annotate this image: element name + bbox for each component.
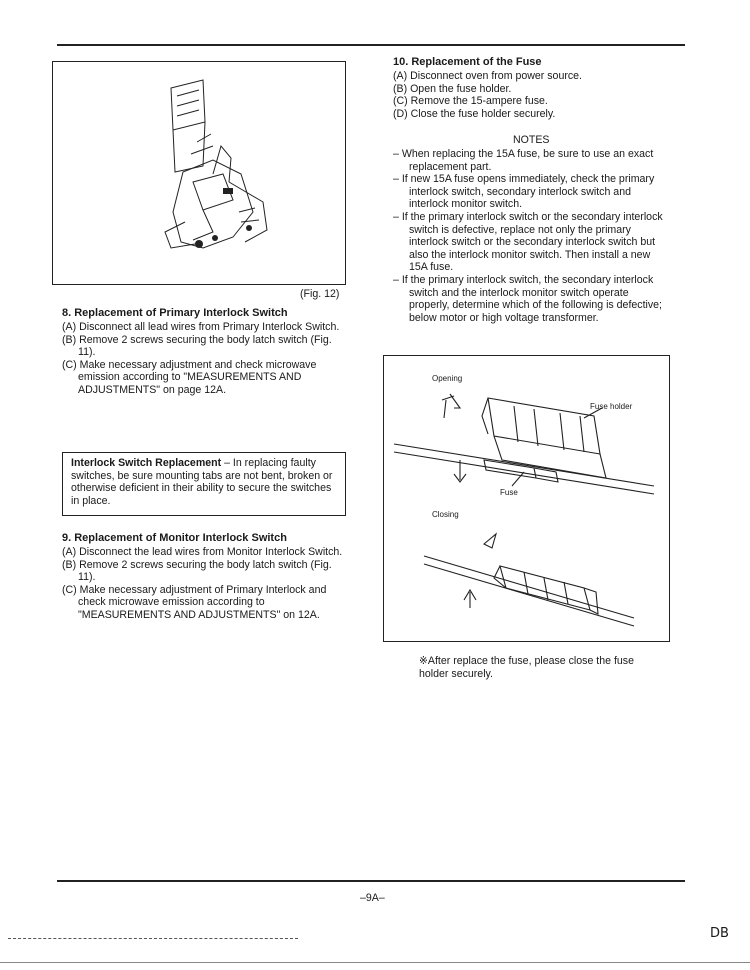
list-item: (A) Disconnect oven from power source. bbox=[393, 70, 582, 82]
corner-mark: DB bbox=[710, 926, 729, 941]
notes-list bbox=[393, 148, 669, 324]
note-bold-lead: Interlock Switch Replacement bbox=[71, 457, 222, 469]
scan-dashed-line bbox=[8, 938, 298, 939]
page-number: –9A– bbox=[360, 892, 385, 904]
list-item: – When replacing the 15A fuse, be sure to use an exact replacement part. bbox=[393, 148, 654, 173]
scan-bottom-line bbox=[0, 962, 750, 963]
fig12-caption: (Fig. 12) bbox=[300, 288, 340, 300]
section-8-title: 8. Replacement of Primary Interlock Switch bbox=[62, 307, 288, 319]
section-10-title: 10. Replacement of the Fuse bbox=[393, 56, 542, 68]
fuse-holder-illustration bbox=[384, 356, 669, 641]
list-item: – If new 15A fuse opens immediately, check the primary interlock switch, secondary interlock switch and interlock monitor switch. bbox=[393, 173, 655, 211]
section-9-title: 9. Replacement of Monitor Interlock Switch bbox=[62, 532, 287, 544]
list-item: (C) Remove the 15-ampere fuse. bbox=[393, 95, 548, 108]
fuse-label: Fuse bbox=[500, 488, 518, 497]
interlock-switch-illustration bbox=[53, 62, 345, 284]
section-8-steps bbox=[62, 321, 344, 397]
list-item: (B) Remove 2 screws securing the body latch switch (Fig. 11). bbox=[62, 333, 332, 359]
top-rule bbox=[57, 44, 685, 46]
after-replace-note: ※After replace the fuse, please close the fuse holder securely. bbox=[419, 655, 634, 680]
list-item: (A) Disconnect the lead wires from Monitor Interlock Switch. bbox=[62, 546, 343, 558]
list-item: (B) Open the fuse holder. bbox=[393, 82, 512, 95]
list-item: (C) Make necessary adjustment of Primary Interlock and check microwave emission according to "MEASUREMENTS AND ADJUSTMENTS" on 12A. bbox=[62, 583, 327, 621]
fuse-holder-label: Fuse holder bbox=[590, 402, 633, 411]
list-item: (A) Disconnect all lead wires from Primary Interlock Switch. bbox=[62, 321, 340, 333]
interlock-replacement-note bbox=[62, 452, 346, 516]
opening-label: Opening bbox=[432, 374, 463, 383]
list-item: – If the primary interlock switch or the secondary interlock switch is defective, replace not only the primary interlock switch or the secondary interlock switch but also the interlock monitor switch. Then install a new 15A fuse. bbox=[393, 210, 663, 274]
fuse-holder-figure bbox=[383, 355, 670, 642]
list-item: (C) Make necessary adjustment and check microwave emission according to "MEASUREMENTS AND ADJUSTMENTS" on page 12A. bbox=[62, 358, 317, 396]
note-body: – In replacing faulty switches, be sure mounting tabs are not bent, broken or otherwise deficient in their ability to secure the switches in place. bbox=[71, 457, 333, 507]
list-item: (B) Remove 2 screws securing the body latch switch (Fig. 11). bbox=[62, 558, 332, 584]
figure-12-box bbox=[52, 61, 346, 285]
section-10-steps bbox=[393, 70, 693, 120]
bottom-rule bbox=[57, 880, 685, 882]
list-item: (D) Close the fuse holder securely. bbox=[393, 107, 556, 120]
notes-title: NOTES bbox=[513, 134, 550, 146]
list-item: – If the primary interlock switch, the secondary interlock switch and the interlock monitor switch operate properly, determine which of the following is defective; below motor or high voltage transformer. bbox=[393, 273, 663, 324]
section-9-steps bbox=[62, 546, 344, 622]
closing-label: Closing bbox=[432, 510, 459, 519]
